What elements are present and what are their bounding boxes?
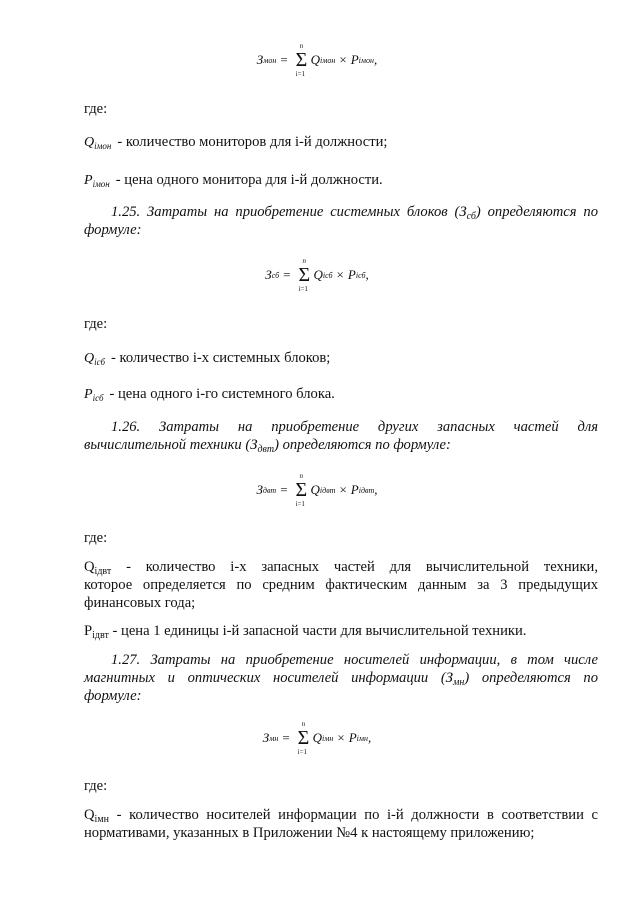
definition-q-spare-part-line3: финансовых года; xyxy=(84,595,196,611)
paragraph-1-26-line1: 1.26. Затраты на приобретение других запасных частей для xyxy=(111,419,598,435)
paragraph-1-26-line2: вычислительной техники $(З_{двт})$ определяются по формуле: xyxy=(84,437,451,455)
definition-q-system-unit: $Q_{iсб}$ - количество i-х системных блоков; xyxy=(84,350,331,367)
definition-p-spare-part: $P_{iдвт}$ - цена 1 единицы i-й запасной части для вычислительной техники. xyxy=(84,623,527,641)
sum-symbol: n Σ i=1 xyxy=(297,720,310,756)
where-label: где: xyxy=(84,778,108,794)
formula-spare-parts: З двт = n Σ i=1 Q iдвт × P iдвт , xyxy=(256,472,378,508)
formula-p-sub: iмон xyxy=(358,55,374,65)
formula-times: × xyxy=(339,52,347,67)
formula-p: P xyxy=(350,52,359,67)
formula-q-sub: iмон xyxy=(320,55,336,65)
paragraph-1-27-line2: магнитных и оптических носителей информации $(З_{мн})$ определяются по xyxy=(84,670,599,688)
paragraph-1-25-line1: 1.25. Затраты на приобретение системных блоков $(З_{сб})$ определяются по xyxy=(111,204,599,222)
formula-system-units: З сб = n Σ i=1 Q iсб × P iсб , xyxy=(265,257,369,293)
paragraph-1-27-line3: формуле: xyxy=(84,688,142,704)
definition-q-spare-part-line1: $Q_{iдвт}$ - количество i-х запасных частей для вычислительной техники, xyxy=(84,559,598,577)
paragraph-1-25-line2: формуле: xyxy=(84,222,142,238)
definition-q-media-line1: $Q_{iмн}$ - количество носителей информации по i-й должности в соответствии с xyxy=(84,807,598,825)
where-label: где: xyxy=(84,530,108,546)
where-label: где: xyxy=(84,316,108,332)
where-label: где: xyxy=(84,101,108,117)
formula-lhs-sub: мон xyxy=(263,55,277,65)
definition-q-spare-part-line2: которое определяется по средним фактическим данным за 3 предыдущих xyxy=(84,577,598,593)
sum-symbol: n Σ i=1 xyxy=(298,257,311,293)
definition-q-media-line2: нормативами, указанных в Приложении №4 к настоящему приложению; xyxy=(84,825,535,841)
paragraph-1-27-line1: 1.27. Затраты на приобретение носителей информации, в том числе xyxy=(111,652,598,668)
definition-p-system-unit: $P_{iсб}$ - цена одного i-го системного блока. xyxy=(84,386,335,403)
formula-storage-media: З мн = n Σ i=1 Q iмн × P iмн , xyxy=(262,720,372,756)
sum-symbol: n Σ i=1 xyxy=(295,472,308,508)
definition-q-monitor: $Q_{iмон}$ - количество мониторов для i-й должности; xyxy=(84,134,388,151)
formula-monitors: З мон = n Σ i=1 Q iмон × P iмон , xyxy=(256,42,378,78)
formula-q: Q xyxy=(310,52,321,67)
definition-p-monitor: $P_{iмон}$ - цена одного монитора для i-й должности. xyxy=(84,172,383,189)
sum-symbol: n Σ i=1 xyxy=(295,42,308,78)
formula-lhs: З xyxy=(256,52,264,67)
